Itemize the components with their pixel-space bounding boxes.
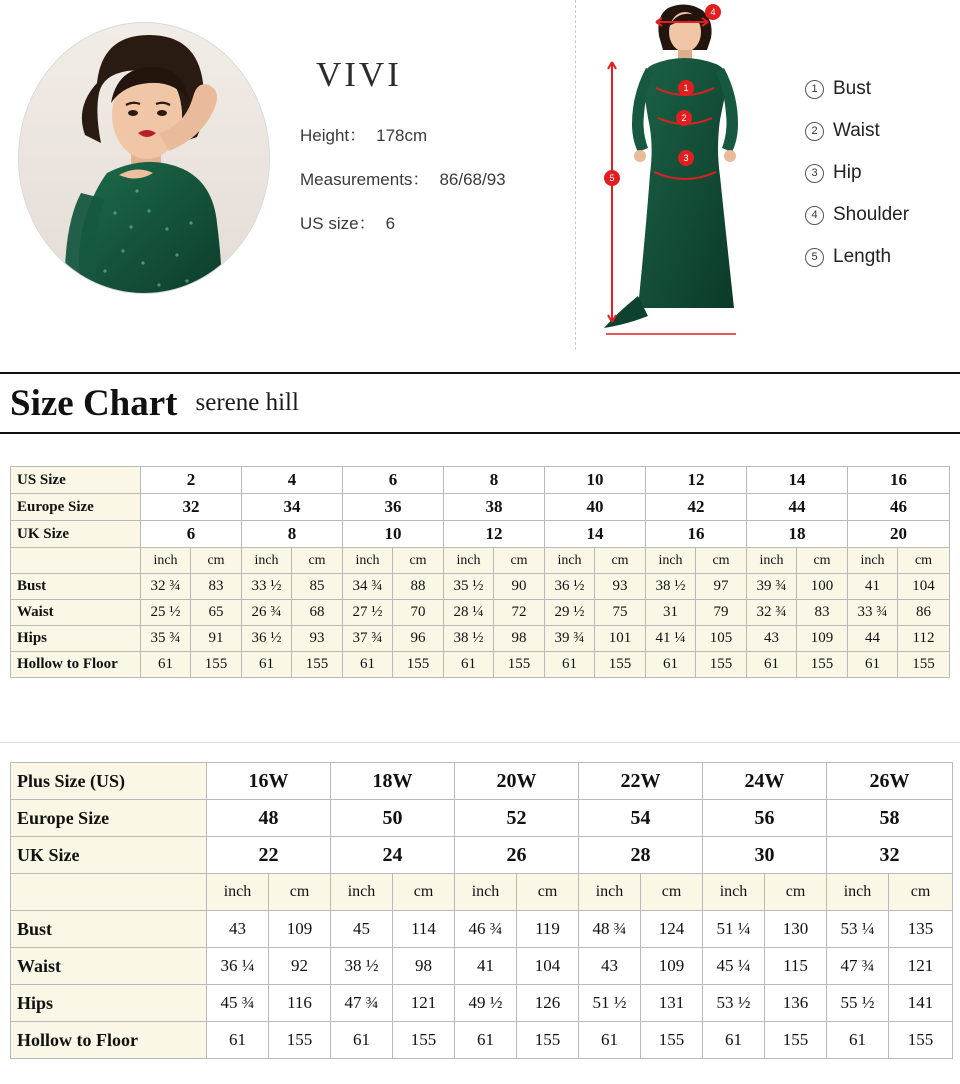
row-label-hips: Hips xyxy=(11,626,141,652)
model-us-size xyxy=(300,209,570,234)
cell-hollow-9: 155 xyxy=(595,652,646,678)
cell-plus-eu-5: 58 xyxy=(827,800,953,837)
cell-hips-8: 39 ¾ xyxy=(545,626,595,652)
cell-hollow-0: 61 xyxy=(141,652,191,678)
cell-hips-13: 109 xyxy=(797,626,848,652)
size-chart-title-bar xyxy=(0,372,960,434)
cell-eu-size-4: 40 xyxy=(545,494,646,521)
table-row xyxy=(11,467,950,494)
cell-plus-bust-5: 119 xyxy=(517,911,579,948)
cell-us-size-5: 12 xyxy=(646,467,747,494)
cell-plus-us-1: 18W xyxy=(331,763,455,800)
row-label-plus-hollow-to-floor: Hollow to Floor xyxy=(11,1022,207,1059)
cell-waist-4: 27 ½ xyxy=(343,600,393,626)
cell-plus-eu-1: 50 xyxy=(331,800,455,837)
cell-us-size-1: 4 xyxy=(242,467,343,494)
brand-name: VIVI xyxy=(316,55,402,94)
cell-plus-bust-7: 124 xyxy=(641,911,703,948)
cell-uk-size-7: 20 xyxy=(848,521,950,548)
cell-us-size-0: 2 xyxy=(141,467,242,494)
table-row xyxy=(11,521,950,548)
cell-bust-2: 33 ½ xyxy=(242,574,292,600)
plus-size-table-wrap xyxy=(10,762,950,1059)
svg-text:1: 1 xyxy=(683,83,689,93)
cell-plus-uk-1: 24 xyxy=(331,837,455,874)
top-section xyxy=(0,0,960,370)
cell-plus-bust-9: 130 xyxy=(765,911,827,948)
cell-plus-bust-0: 43 xyxy=(207,911,269,948)
model-measurements xyxy=(300,165,570,190)
row-label-hollow-to-floor: Hollow to Floor xyxy=(11,652,141,678)
cell-plus-hips-10: 55 ½ xyxy=(827,985,889,1022)
cell-plus-bust-11: 135 xyxy=(889,911,953,948)
cell-plus-waist-2: 38 ½ xyxy=(331,948,393,985)
table-row xyxy=(11,652,950,678)
cell-plus-uk-3: 28 xyxy=(579,837,703,874)
legend-item-hip xyxy=(805,162,909,184)
unit-cm-2: cm xyxy=(393,548,444,574)
plus-unit-inch-1: inch xyxy=(331,874,393,911)
cell-plus-hips-5: 126 xyxy=(517,985,579,1022)
cell-plus-hollow-11: 155 xyxy=(889,1022,953,1059)
section-divider xyxy=(0,742,960,743)
table-row xyxy=(11,494,950,521)
cell-eu-size-6: 44 xyxy=(747,494,848,521)
cell-hollow-4: 61 xyxy=(343,652,393,678)
cell-uk-size-0: 6 xyxy=(141,521,242,548)
cell-plus-waist-5: 104 xyxy=(517,948,579,985)
cell-bust-10: 38 ½ xyxy=(646,574,696,600)
cell-us-size-2: 6 xyxy=(343,467,444,494)
cell-bust-14: 41 xyxy=(848,574,898,600)
unit-cm-3: cm xyxy=(494,548,545,574)
svg-text:3: 3 xyxy=(683,153,689,163)
svg-text:5: 5 xyxy=(609,173,615,183)
cell-uk-size-5: 16 xyxy=(646,521,747,548)
cell-hollow-13: 155 xyxy=(797,652,848,678)
row-label-plus-hips: Hips xyxy=(11,985,207,1022)
table-row xyxy=(11,837,953,874)
cell-plus-waist-4: 41 xyxy=(455,948,517,985)
cell-bust-13: 100 xyxy=(797,574,848,600)
cell-plus-waist-7: 109 xyxy=(641,948,703,985)
cell-plus-hips-8: 53 ½ xyxy=(703,985,765,1022)
model-photo xyxy=(18,22,270,294)
cell-plus-waist-8: 45 ¼ xyxy=(703,948,765,985)
cell-plus-hips-11: 141 xyxy=(889,985,953,1022)
cell-bust-8: 36 ½ xyxy=(545,574,595,600)
cell-plus-bust-3: 114 xyxy=(393,911,455,948)
cell-hips-15: 112 xyxy=(898,626,950,652)
cell-plus-hips-9: 136 xyxy=(765,985,827,1022)
cell-plus-us-5: 26W xyxy=(827,763,953,800)
legend-number-1: 1 xyxy=(805,80,824,99)
cell-plus-us-4: 24W xyxy=(703,763,827,800)
cell-plus-hollow-3: 155 xyxy=(393,1022,455,1059)
unit-inch-6: inch xyxy=(747,548,797,574)
cell-waist-14: 33 ¾ xyxy=(848,600,898,626)
cell-hips-3: 93 xyxy=(292,626,343,652)
unit-cm-7: cm xyxy=(898,548,950,574)
standard-size-table xyxy=(10,466,950,678)
cell-plus-eu-0: 48 xyxy=(207,800,331,837)
cell-plus-hollow-9: 155 xyxy=(765,1022,827,1059)
cell-bust-0: 32 ¾ xyxy=(141,574,191,600)
cell-waist-7: 72 xyxy=(494,600,545,626)
cell-waist-3: 68 xyxy=(292,600,343,626)
cell-waist-13: 83 xyxy=(797,600,848,626)
cell-waist-2: 26 ¾ xyxy=(242,600,292,626)
cell-plus-hollow-5: 155 xyxy=(517,1022,579,1059)
model-height xyxy=(300,121,570,146)
unit-cm-0: cm xyxy=(191,548,242,574)
cell-eu-size-2: 36 xyxy=(343,494,444,521)
row-label-plus-units xyxy=(11,874,207,911)
cell-plus-eu-2: 52 xyxy=(455,800,579,837)
cell-hips-11: 105 xyxy=(696,626,747,652)
cell-plus-eu-4: 56 xyxy=(703,800,827,837)
cell-plus-bust-8: 51 ¼ xyxy=(703,911,765,948)
table-row xyxy=(11,948,953,985)
unit-inch-4: inch xyxy=(545,548,595,574)
cell-eu-size-5: 42 xyxy=(646,494,747,521)
cell-plus-us-3: 22W xyxy=(579,763,703,800)
cell-eu-size-7: 46 xyxy=(848,494,950,521)
unit-inch-5: inch xyxy=(646,548,696,574)
svg-text:2: 2 xyxy=(681,113,687,123)
cell-bust-9: 93 xyxy=(595,574,646,600)
cell-hips-2: 36 ½ xyxy=(242,626,292,652)
measurement-figure xyxy=(575,0,790,350)
table-row xyxy=(11,911,953,948)
cell-uk-size-4: 14 xyxy=(545,521,646,548)
unit-inch-3: inch xyxy=(444,548,494,574)
cell-hollow-14: 61 xyxy=(848,652,898,678)
cell-bust-5: 88 xyxy=(393,574,444,600)
cell-plus-uk-4: 30 xyxy=(703,837,827,874)
legend-label-hip: Hip xyxy=(833,162,862,183)
cell-hips-7: 98 xyxy=(494,626,545,652)
cell-plus-us-0: 16W xyxy=(207,763,331,800)
page-subtitle: serene hill xyxy=(195,389,299,416)
cell-bust-11: 97 xyxy=(696,574,747,600)
cell-hollow-1: 155 xyxy=(191,652,242,678)
cell-plus-hollow-6: 61 xyxy=(579,1022,641,1059)
unit-inch-1: inch xyxy=(242,548,292,574)
measurements-value: 86/68/93 xyxy=(439,170,506,189)
cell-plus-waist-11: 121 xyxy=(889,948,953,985)
row-label-plus-bust: Bust xyxy=(11,911,207,948)
cell-us-size-4: 10 xyxy=(545,467,646,494)
cell-hollow-6: 61 xyxy=(444,652,494,678)
cell-plus-bust-4: 46 ¾ xyxy=(455,911,517,948)
cell-hips-5: 96 xyxy=(393,626,444,652)
cell-plus-hips-6: 51 ½ xyxy=(579,985,641,1022)
cell-hollow-15: 155 xyxy=(898,652,950,678)
plus-unit-inch-3: inch xyxy=(579,874,641,911)
table-row xyxy=(11,574,950,600)
plus-unit-inch-0: inch xyxy=(207,874,269,911)
cell-plus-bust-6: 48 ¾ xyxy=(579,911,641,948)
legend-item-shoulder xyxy=(805,204,909,226)
row-label-us-size: US Size xyxy=(11,467,141,494)
cell-bust-12: 39 ¾ xyxy=(747,574,797,600)
row-label-waist: Waist xyxy=(11,600,141,626)
cell-plus-waist-1: 92 xyxy=(269,948,331,985)
cell-hips-4: 37 ¾ xyxy=(343,626,393,652)
cell-waist-11: 79 xyxy=(696,600,747,626)
cell-bust-15: 104 xyxy=(898,574,950,600)
cell-waist-6: 28 ¼ xyxy=(444,600,494,626)
row-label-plus-europe-size: Europe Size xyxy=(11,800,207,837)
cell-plus-hollow-1: 155 xyxy=(269,1022,331,1059)
plus-unit-cm-4: cm xyxy=(765,874,827,911)
cell-hollow-8: 61 xyxy=(545,652,595,678)
cell-plus-hips-1: 116 xyxy=(269,985,331,1022)
plus-unit-cm-1: cm xyxy=(393,874,455,911)
legend-number-2: 2 xyxy=(805,122,824,141)
cell-plus-bust-2: 45 xyxy=(331,911,393,948)
cell-hollow-7: 155 xyxy=(494,652,545,678)
legend-label-shoulder: Shoulder xyxy=(833,204,910,225)
us-size-label: US size： xyxy=(300,214,376,233)
standard-size-table-wrap xyxy=(10,466,950,678)
plus-unit-inch-4: inch xyxy=(703,874,765,911)
legend-label-length: Length xyxy=(833,246,892,267)
cell-us-size-3: 8 xyxy=(444,467,545,494)
cell-plus-us-2: 20W xyxy=(455,763,579,800)
cell-plus-uk-0: 22 xyxy=(207,837,331,874)
cell-plus-hollow-0: 61 xyxy=(207,1022,269,1059)
height-label: Height： xyxy=(300,126,367,145)
cell-plus-hollow-7: 155 xyxy=(641,1022,703,1059)
cell-hips-0: 35 ¾ xyxy=(141,626,191,652)
row-label-units xyxy=(11,548,141,574)
cell-plus-uk-2: 26 xyxy=(455,837,579,874)
page-title: Size Chart xyxy=(10,382,178,424)
cell-hollow-2: 61 xyxy=(242,652,292,678)
cell-us-size-7: 16 xyxy=(848,467,950,494)
cell-plus-hollow-10: 61 xyxy=(827,1022,889,1059)
table-row xyxy=(11,800,953,837)
plus-unit-inch-2: inch xyxy=(455,874,517,911)
cell-hollow-11: 155 xyxy=(696,652,747,678)
cell-waist-1: 65 xyxy=(191,600,242,626)
cell-eu-size-3: 38 xyxy=(444,494,545,521)
cell-uk-size-2: 10 xyxy=(343,521,444,548)
plus-unit-cm-0: cm xyxy=(269,874,331,911)
plus-unit-cm-2: cm xyxy=(517,874,579,911)
cell-hips-6: 38 ½ xyxy=(444,626,494,652)
cell-uk-size-6: 18 xyxy=(747,521,848,548)
legend-number-4: 4 xyxy=(805,206,824,225)
cell-waist-15: 86 xyxy=(898,600,950,626)
cell-bust-4: 34 ¾ xyxy=(343,574,393,600)
measurement-figure-illustration xyxy=(576,0,791,350)
legend-item-bust xyxy=(805,78,909,100)
cell-hips-1: 91 xyxy=(191,626,242,652)
cell-uk-size-3: 12 xyxy=(444,521,545,548)
table-row-units xyxy=(11,548,950,574)
cell-plus-waist-0: 36 ¼ xyxy=(207,948,269,985)
cell-plus-hips-0: 45 ¾ xyxy=(207,985,269,1022)
table-row-units xyxy=(11,874,953,911)
cell-plus-hips-3: 121 xyxy=(393,985,455,1022)
plus-unit-inch-5: inch xyxy=(827,874,889,911)
cell-plus-waist-3: 98 xyxy=(393,948,455,985)
measurement-legend xyxy=(805,78,909,288)
cell-hollow-3: 155 xyxy=(292,652,343,678)
unit-inch-7: inch xyxy=(848,548,898,574)
cell-plus-eu-3: 54 xyxy=(579,800,703,837)
cell-plus-waist-10: 47 ¾ xyxy=(827,948,889,985)
cell-hollow-12: 61 xyxy=(747,652,797,678)
us-size-value: 6 xyxy=(385,214,396,233)
cell-bust-6: 35 ½ xyxy=(444,574,494,600)
row-label-plus-size-us: Plus Size (US) xyxy=(11,763,207,800)
cell-waist-8: 29 ½ xyxy=(545,600,595,626)
row-label-europe-size: Europe Size xyxy=(11,494,141,521)
measurements-label: Measurements： xyxy=(300,170,430,189)
model-photo-illustration xyxy=(19,23,270,294)
cell-plus-hips-4: 49 ½ xyxy=(455,985,517,1022)
legend-number-3: 3 xyxy=(805,164,824,183)
cell-eu-size-0: 32 xyxy=(141,494,242,521)
unit-cm-4: cm xyxy=(595,548,646,574)
cell-plus-hollow-2: 61 xyxy=(331,1022,393,1059)
plus-unit-cm-5: cm xyxy=(889,874,953,911)
cell-hips-10: 41 ¼ xyxy=(646,626,696,652)
cell-plus-hollow-4: 61 xyxy=(455,1022,517,1059)
cell-uk-size-1: 8 xyxy=(242,521,343,548)
plus-unit-cm-3: cm xyxy=(641,874,703,911)
plus-size-table xyxy=(10,762,953,1059)
row-label-bust: Bust xyxy=(11,574,141,600)
table-row xyxy=(11,626,950,652)
legend-number-5: 5 xyxy=(805,248,824,267)
model-info xyxy=(300,55,570,253)
cell-hips-12: 43 xyxy=(747,626,797,652)
cell-waist-10: 31 xyxy=(646,600,696,626)
cell-plus-bust-10: 53 ¼ xyxy=(827,911,889,948)
cell-plus-bust-1: 109 xyxy=(269,911,331,948)
cell-waist-9: 75 xyxy=(595,600,646,626)
cell-waist-0: 25 ½ xyxy=(141,600,191,626)
legend-item-waist xyxy=(805,120,909,142)
unit-cm-5: cm xyxy=(696,548,747,574)
legend-item-length xyxy=(805,246,909,268)
cell-waist-12: 32 ¾ xyxy=(747,600,797,626)
cell-hips-14: 44 xyxy=(848,626,898,652)
cell-plus-hips-2: 47 ¾ xyxy=(331,985,393,1022)
cell-bust-1: 83 xyxy=(191,574,242,600)
table-row xyxy=(11,985,953,1022)
cell-bust-7: 90 xyxy=(494,574,545,600)
cell-plus-waist-6: 43 xyxy=(579,948,641,985)
table-row xyxy=(11,600,950,626)
cell-plus-hollow-8: 61 xyxy=(703,1022,765,1059)
table-row xyxy=(11,763,953,800)
cell-waist-5: 70 xyxy=(393,600,444,626)
unit-cm-6: cm xyxy=(797,548,848,574)
row-label-plus-waist: Waist xyxy=(11,948,207,985)
unit-inch-0: inch xyxy=(141,548,191,574)
cell-plus-uk-5: 32 xyxy=(827,837,953,874)
svg-text:4: 4 xyxy=(710,7,716,17)
unit-cm-1: cm xyxy=(292,548,343,574)
height-value: 178cm xyxy=(376,126,428,145)
cell-hips-9: 101 xyxy=(595,626,646,652)
cell-us-size-6: 14 xyxy=(747,467,848,494)
cell-bust-3: 85 xyxy=(292,574,343,600)
cell-eu-size-1: 34 xyxy=(242,494,343,521)
cell-plus-hips-7: 131 xyxy=(641,985,703,1022)
cell-hollow-10: 61 xyxy=(646,652,696,678)
unit-inch-2: inch xyxy=(343,548,393,574)
table-row xyxy=(11,1022,953,1059)
cell-hollow-5: 155 xyxy=(393,652,444,678)
row-label-plus-uk-size: UK Size xyxy=(11,837,207,874)
cell-plus-waist-9: 115 xyxy=(765,948,827,985)
legend-label-bust: Bust xyxy=(833,78,872,99)
row-label-uk-size: UK Size xyxy=(11,521,141,548)
legend-label-waist: Waist xyxy=(833,120,880,141)
